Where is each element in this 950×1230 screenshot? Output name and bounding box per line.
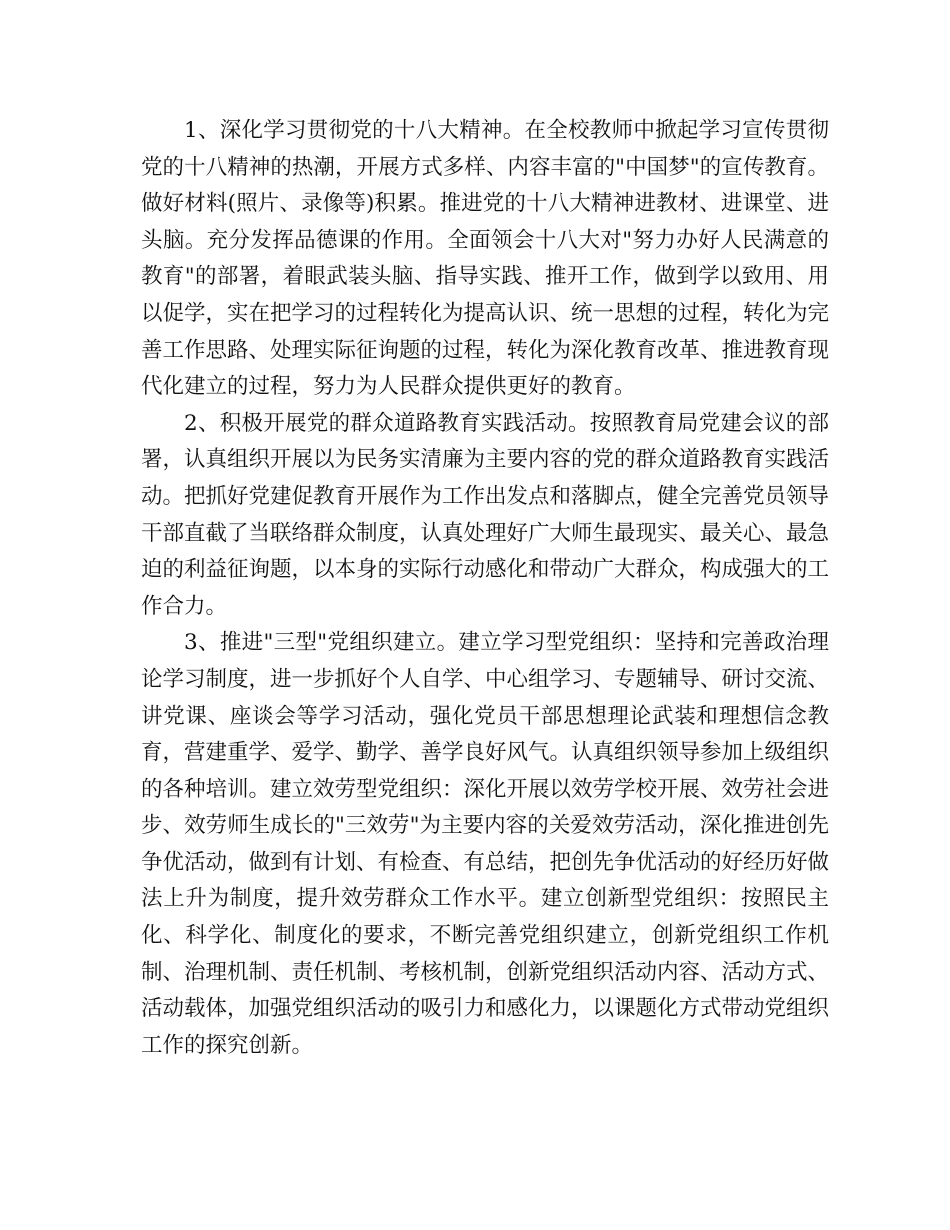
paragraph-1: 1、深化学习贯彻党的十八大精神。在全校教师中掀起学习宣传贯彻党的十八精神的热潮，开展方式多样、内容丰富的"中国梦"的宣传教育。做好材料(照片、录像等)积累。推进党的十八大精神进教材、进课堂、进头脑。充分发挥品德课的作用。全面领会十八大对"努力办好人民满意的教育"的部署，着眼武装头脑、指导实践、推开工作，做到学以致用、用以促学，实在把学习的过程转化为提高认识、统一思想的过程，转化为完善工作思路、处理实际征询题的过程，转化为深化教育改革、推进教育现代化建立的过程，努力为人民群众提供更好的教育。: [141, 118, 830, 400]
document-body: [141, 113, 829, 1064]
paragraph-3: 3、推进"三型"党组织建立。建立学习型党组织：坚持和完善政治理论学习制度，进一步抓好个人自学、中心组学习、专题辅导、研讨交流、讲党课、座谈会等学习活动，强化党员干部思想理论武装和理想信念教育，营建重学、爱学、勤学、善学良好风气。认真组织领导参加上级组织的各种培训。建立效劳型党组织：深化开展以效劳学校开展、效劳社会进步、效劳师生成长的"三效劳"为主要内容的关爱效劳活动，深化推进创先争优活动，做到有计划、有检查、有总结，把创先争优活动的好经历好做法上升为制度，提升效劳群众工作水平。建立创新型党组织：按照民主化、科学化、制度化的要求，不断完善党组织建立，创新党组织工作机制、治理机制、责任机制、考核机制，创新党组织活动内容、活动方式、活动载体，加强党组织活动的吸引力和感化力，以课题化方式带动党组织工作的探究创新。: [141, 630, 830, 1058]
paragraph-2: 2、积极开展党的群众道路教育实践活动。按照教育局党建会议的部署，认真组织开展以为民务实清廉为主要内容的党的群众道路教育实践活动。把抓好党建促教育开展作为工作出发点和落脚点，健全完善党员领导干部直截了当联络群众制度，认真处理好广大师生最现实、最关心、最急迫的利益征询题，以本身的实际行动感化和带动广大群众，构成强大的工作合力。: [141, 410, 830, 619]
